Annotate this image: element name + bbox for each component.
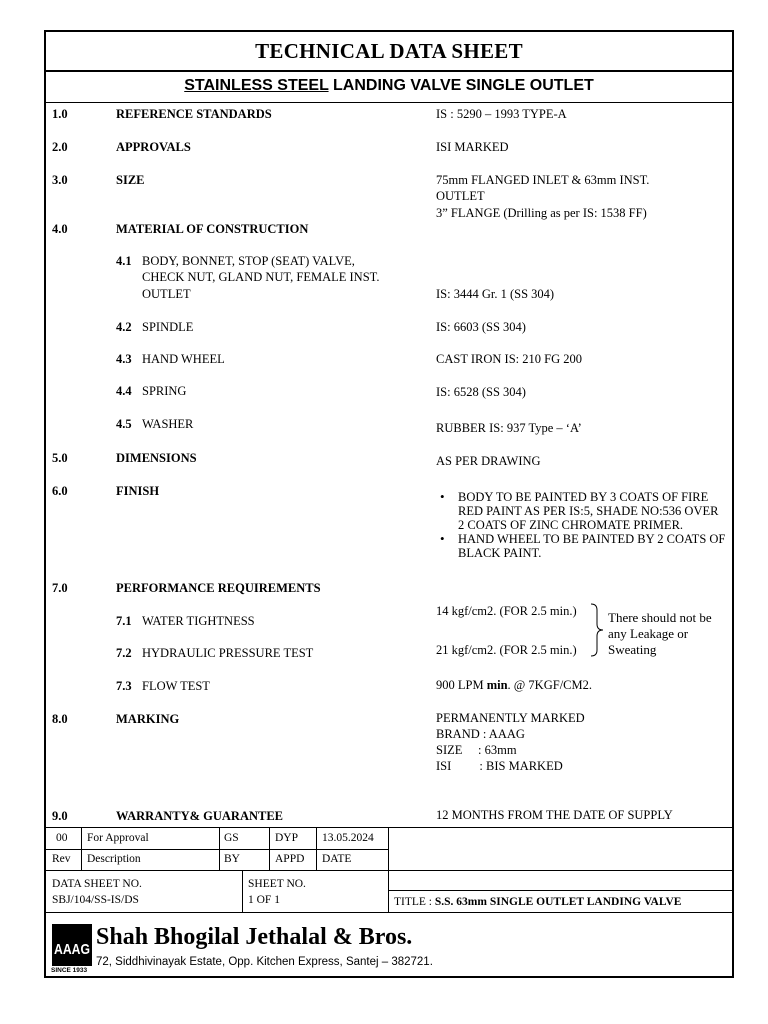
subrow-number: 7.3: [116, 679, 132, 693]
rev-header: Rev: [52, 853, 71, 865]
divider: [46, 849, 388, 850]
subrow-label: CHECK NUT, GLAND NUT, FEMALE INST.: [142, 270, 380, 284]
subrow-label: WASHER: [142, 417, 194, 431]
finish-bullet: • BODY TO BE PAINTED BY 3 COATS OF FIRE RED PAINT AS PER IS:5, SHADE NO:536 OVER 2 COATS OF ZINC CHROMATE PRIMER.: [436, 490, 726, 532]
row-label: WARRANTY& GUARANTEE: [116, 809, 284, 823]
subrow-value: IS: 6528 (SS 304): [436, 385, 526, 399]
row-label: REFERENCE STANDARDS: [116, 107, 272, 121]
company-name: Shah Bhogilal Jethalal & Bros.: [96, 924, 413, 950]
subrow-label: HAND WHEEL: [142, 352, 225, 366]
flow-value: 900 LPM: [436, 678, 487, 692]
marking-line: BRAND : AAAG: [436, 727, 525, 741]
subrow-number: 4.4: [116, 384, 132, 398]
svg-text:AAAG: AAAG: [54, 941, 90, 958]
row-number: 5.0: [52, 451, 68, 465]
rev-by: GS: [224, 832, 239, 844]
curly-brace-icon: [589, 602, 607, 658]
document-title: [394, 896, 681, 909]
row-number: 2.0: [52, 140, 68, 154]
row-number: 4.0: [52, 222, 68, 236]
row-label: PERFORMANCE REQUIREMENTS: [116, 581, 321, 595]
leakage-note: There should not be any Leakage or Sweating: [608, 610, 712, 657]
subrow-value: RUBBER IS: 937 Type – ‘A’: [436, 421, 582, 435]
appd-header: APPD: [275, 853, 305, 865]
row-label: DIMENSIONS: [116, 451, 197, 465]
row-number: 7.0: [52, 581, 68, 595]
row-value: 12 MONTHS FROM THE DATE OF SUPPLY: [436, 808, 673, 822]
rev-description: For Approval: [87, 832, 149, 844]
divider: [388, 890, 734, 891]
row-number: 1.0: [52, 107, 68, 121]
divider: [242, 870, 243, 912]
row-number: 9.0: [52, 809, 68, 823]
row-number: 8.0: [52, 712, 68, 726]
divider: [388, 827, 389, 912]
row-value: 75mm FLANGED INLET & 63mm INST.: [436, 173, 650, 187]
sheet-subtitle: [46, 70, 732, 103]
divider: [219, 827, 220, 870]
row-value: ISI MARKED: [436, 140, 509, 154]
subrow-value: 21 kgf/cm2. (FOR 2.5 min.): [436, 643, 577, 657]
data-sheet-label: DATA SHEET NO.: [52, 878, 142, 890]
row-value: AS PER DRAWING: [436, 454, 541, 468]
subrow-label: BODY, BONNET, STOP (SEAT) VALVE,: [142, 254, 355, 268]
divider: [81, 827, 82, 870]
flow-pressure: . @ 7KGF/CM2.: [507, 678, 592, 692]
sheet-number: 1 OF 1: [248, 894, 280, 906]
finish-list: [436, 490, 726, 560]
by-header: BY: [224, 853, 240, 865]
subrow-number: 7.2: [116, 646, 132, 660]
marking-line: SIZE : 63mm: [436, 743, 517, 757]
data-sheet-number: SBJ/104/SS-IS/DS: [52, 894, 139, 906]
row-value: 3” FLANGE (Drilling as per IS: 1538 FF): [436, 206, 647, 220]
flow-min: min: [486, 678, 508, 692]
subrow-number: 4.5: [116, 417, 132, 431]
date-header: DATE: [322, 853, 352, 865]
marking-line: ISI : BIS MARKED: [436, 759, 563, 773]
subrow-number: 4.3: [116, 352, 132, 366]
subrow-label: SPRING: [142, 384, 187, 398]
divider: [316, 827, 317, 870]
row-label: MARKING: [116, 712, 180, 726]
row-number: 6.0: [52, 484, 68, 498]
sheet-title: TECHNICAL DATA SHEET: [46, 32, 732, 72]
row-label: FINISH: [116, 484, 160, 498]
data-sheet-frame: [44, 30, 734, 978]
subrow-value: [436, 678, 592, 692]
description-header: Description: [87, 853, 141, 865]
row-label: MATERIAL OF CONSTRUCTION: [116, 222, 309, 236]
company-address: 72, Siddhivinayak Estate, Opp. Kitchen Express, Santej – 382721.: [96, 956, 433, 968]
rev-appd: DYP: [275, 832, 299, 844]
finish-bullet: • HAND WHEEL TO BE PAINTED BY 2 COATS OF BLACK PAINT.: [436, 532, 726, 560]
title-value: S.S. 63mm SINGLE OUTLET LANDING VALVE: [434, 896, 682, 908]
subrow-value: 14 kgf/cm2. (FOR 2.5 min.): [436, 604, 577, 618]
subrow-label: HYDRAULIC PRESSURE TEST: [142, 646, 314, 660]
subrow-value: CAST IRON IS: 210 FG 200: [436, 352, 582, 366]
company-logo: [52, 924, 92, 966]
sheet-label: SHEET NO.: [248, 878, 306, 890]
since-year: SINCE 1933: [51, 967, 88, 974]
title-label: TITLE :: [394, 896, 435, 908]
subrow-label: WATER TIGHTNESS: [142, 614, 255, 628]
rev-date: 13.05.2024: [322, 832, 374, 844]
row-label: APPROVALS: [116, 140, 191, 154]
subrow-number: 4.1: [116, 254, 132, 268]
row-value: OUTLET: [436, 189, 485, 203]
subrow-label: FLOW TEST: [142, 679, 210, 693]
subrow-value: IS: 3444 Gr. 1 (SS 304): [436, 287, 555, 301]
rev-number: 00: [56, 832, 68, 844]
row-value: IS : 5290 – 1993 TYPE-A: [436, 107, 567, 121]
subtitle-material: STAINLESS STEEL: [184, 77, 329, 94]
subrow-label: SPINDLE: [142, 320, 194, 334]
subtitle-product: LANDING VALVE SINGLE OUTLET: [333, 77, 594, 94]
subrow-number: 7.1: [116, 614, 132, 628]
row-label: SIZE: [116, 173, 145, 187]
row-number: 3.0: [52, 173, 68, 187]
divider: [46, 870, 732, 871]
divider: [46, 827, 732, 828]
marking-line: PERMANENTLY MARKED: [436, 711, 585, 725]
subrow-number: 4.2: [116, 320, 132, 334]
subrow-label: OUTLET: [142, 287, 191, 301]
subrow-value: IS: 6603 (SS 304): [436, 320, 526, 334]
divider: [46, 912, 732, 913]
divider: [269, 827, 270, 870]
